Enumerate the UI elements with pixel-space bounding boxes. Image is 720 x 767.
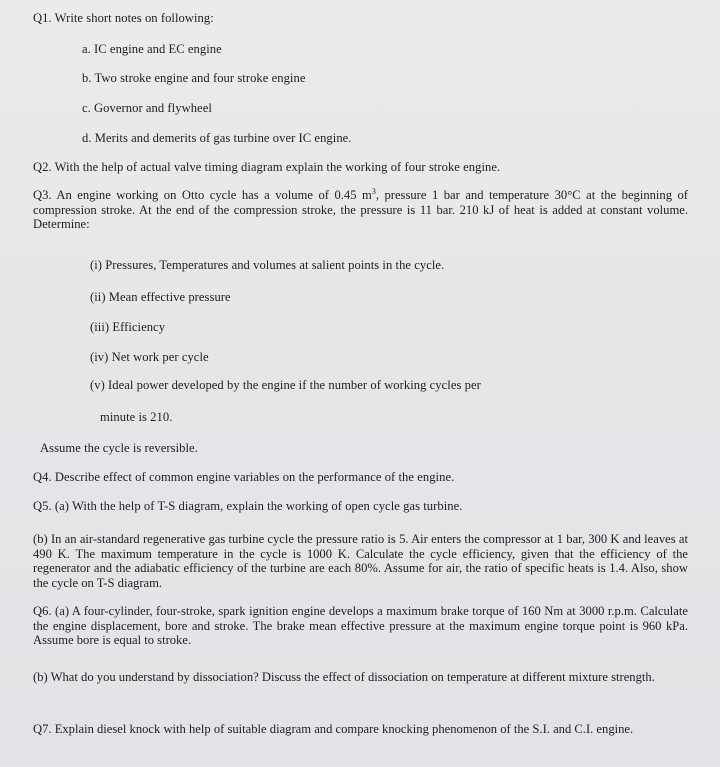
q3-superscript: 3	[371, 186, 376, 196]
q2-text: Q2. With the help of actual valve timing diagram explain the working of four stroke engine.	[33, 160, 501, 174]
q6-b: (b) What do you understand by dissociation? Discuss the effect of dissociation on temperature at different mixture strength.	[33, 670, 655, 684]
q3-item-iii: (iii) Efficiency	[90, 320, 166, 334]
q3-text-post: , pressure 1 bar and temperature 30°C at the beginning of compression stroke. At the end of the compression stroke, the pressure is 11 bar. 210 kJ of heat is added at constant volume. Determine:	[33, 188, 689, 232]
q3-item-iv: (iv) Net work per cycle	[90, 350, 209, 364]
q1-heading: Q1. Write short notes on following:	[33, 11, 214, 25]
q5-b: (b) In an air-standard regenerative gas turbine cycle the pressure ratio is 5. Air enters the compressor at 1 bar, 300 K and leaves at 490 K. The maximum temperature in the cycle is 1000 K. Calculate the cycle efficiency, given that the efficiency of the regenerator and the adiabatic efficiency of the turbine are each 80%. Assume for air, the ratio of specific heats is 1.4. Also, show the cycle on T-S diagram.	[33, 532, 688, 590]
q1-item-b: b. Two stroke engine and four stroke engine	[82, 71, 306, 85]
q5-a: Q5. (a) With the help of T-S diagram, explain the working of open cycle gas turbine.	[33, 499, 463, 513]
q3-item-v-cont: minute is 210.	[100, 410, 173, 424]
q3-text-pre: Q3. An engine working on Otto cycle has a volume of 0.45 m	[33, 188, 372, 202]
q4-text: Q4. Describe effect of common engine variables on the performance of the engine.	[33, 470, 455, 484]
q1-item-a: a. IC engine and EC engine	[82, 42, 222, 56]
q3-note: Assume the cycle is reversible.	[40, 441, 198, 455]
q3-text	[33, 188, 688, 232]
q1-item-d: d. Merits and demerits of gas turbine over IC engine.	[82, 131, 352, 145]
q3-item-v: (v) Ideal power developed by the engine if the number of working cycles per	[90, 378, 481, 392]
q6-a: Q6. (a) A four-cylinder, four-stroke, spark ignition engine develops a maximum brake torque of 160 Nm at 3000 r.p.m. Calculate the engine displacement, bore and stroke. The brake mean effective pressure at the maximum engine torque point is 960 kPa. Assume bore is equal to stroke.	[33, 604, 688, 648]
q7-text: Q7. Explain diesel knock with help of suitable diagram and compare knocking phenomenon of the S.I. and C.I. engine.	[33, 722, 634, 736]
q3-item-i: (i) Pressures, Temperatures and volumes at salient points in the cycle.	[90, 258, 445, 272]
q1-item-c: c. Governor and flywheel	[82, 101, 212, 115]
q3-item-ii: (ii) Mean effective pressure	[90, 290, 231, 304]
